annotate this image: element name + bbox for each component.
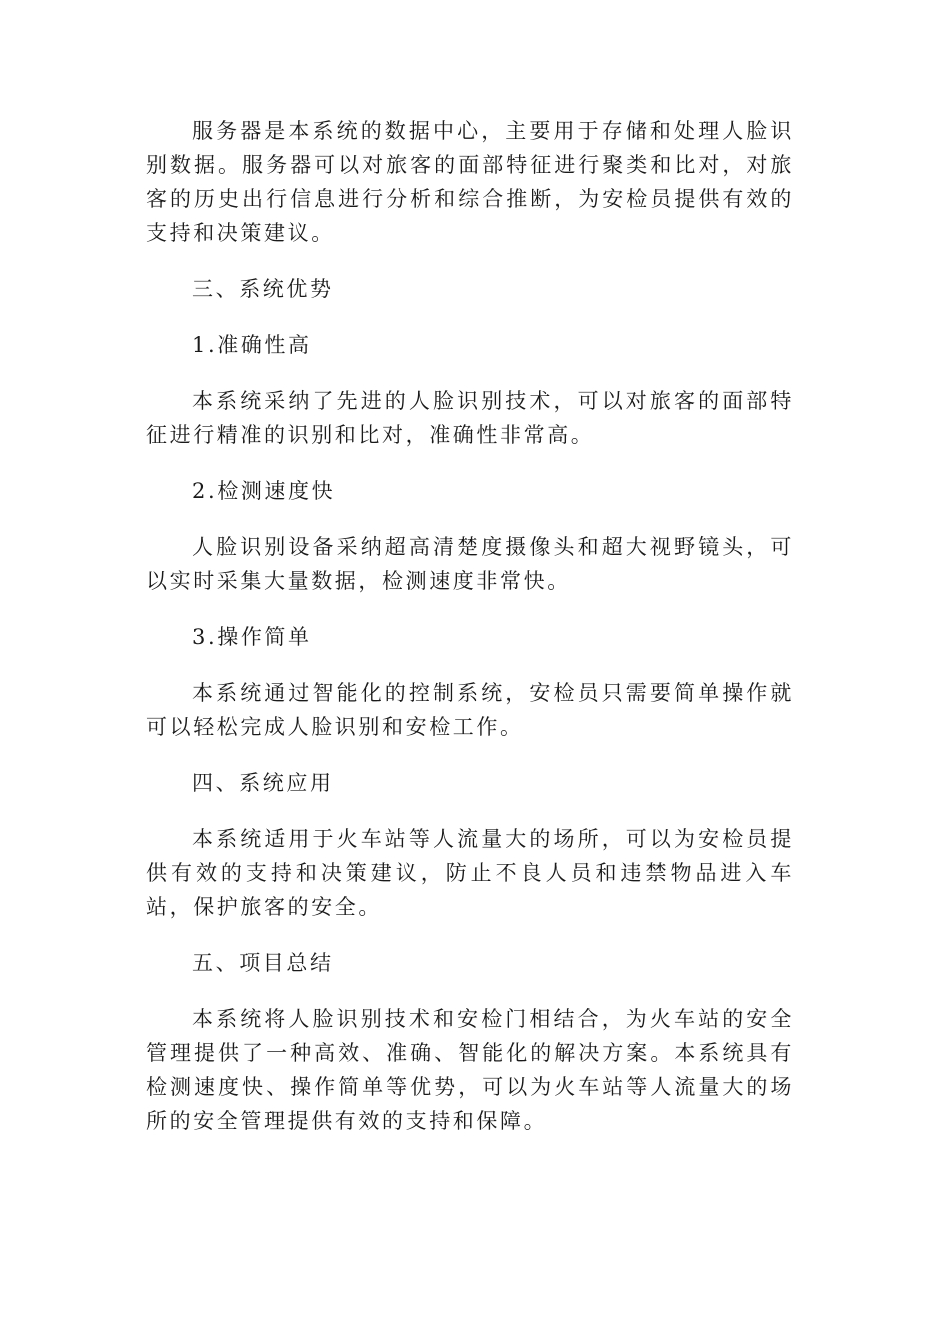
paragraph-summary: 本系统将人脸识别技术和安检门相结合，为火车站的安全管理提供了一种高效、准确、智能化的解决方案。本系统具有检测速度快、操作简单等优势，可以为火车站等人流量大的场所的安全管理提供有效的支持和保障。 [146,1007,794,1133]
paragraph-server: 服务器是本系统的数据中心，主要用于存储和处理人脸识别数据。服务器可以对旅客的面部特征进行聚类和比对，对旅客的历史出行信息进行分析和综合推断，为安检员提供有效的支持和决策建议。 [146,119,794,245]
subheading-operation: 3.操作简单 [192,625,312,649]
subheading-accuracy: 1.准确性高 [192,333,312,357]
paragraph-speed: 人脸识别设备采纳超高清楚度摄像头和超大视野镜头，可以实时采集大量数据，检测速度非常快。 [146,535,794,593]
document-body [146,114,794,1160]
section-heading-advantages: 三、系统优势 [192,277,334,301]
paragraph-application: 本系统适用于火车站等人流量大的场所，可以为安检员提供有效的支持和决策建议，防止不良人员和违禁物品进入车站，保护旅客的安全。 [146,827,794,919]
paragraph-accuracy: 本系统采纳了先进的人脸识别技术，可以对旅客的面部特征进行精准的识别和比对，准确性非常高。 [146,389,794,447]
subheading-speed: 2.检测速度快 [192,479,336,503]
section-heading-application: 四、系统应用 [192,771,334,795]
paragraph-operation: 本系统通过智能化的控制系统，安检员只需要简单操作就可以轻松完成人脸识别和安检工作。 [146,681,794,739]
section-heading-summary: 五、项目总结 [192,951,334,975]
